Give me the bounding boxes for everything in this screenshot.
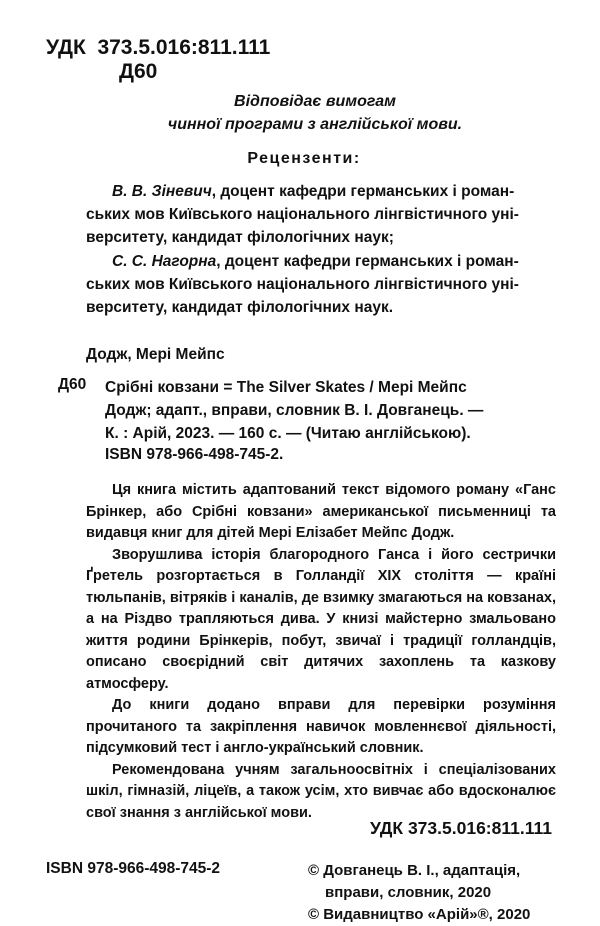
annotation-paragraph-3: До книги додано вправи для перевірки розуміння прочитаного та закріплення навичок мовленнєвої діяльності, підсумковий тест і англо-український словник. [86,697,556,756]
catalog-line-2: Додж; адапт., вправи, словник В. І. Довганець. — [105,402,484,419]
annotation-paragraph-1: Ця книга містить адаптований текст відомого роману «Ганс Брінкер, або Срібні ковзани» американської письменниці та видавця книг для дітей Мері Елізабет Мейпс Додж. [86,482,556,541]
copyright-author-line-2: вправи, словник, 2020 [325,884,492,901]
reviewer-2-line-3: верситету, кандидат філологічних наук. [86,299,394,316]
catalog-isbn: ISBN 978-966-498-745-2. [105,446,284,463]
reviewer-1-name: В. В. Зіневич [112,183,212,200]
author-mark: Д60 [119,60,158,83]
udk-header [46,36,270,84]
copyright-author-line-1: © Довганець В. І., адаптація, [308,862,521,879]
reviewers-title: Рецензенти: [247,150,361,167]
udk-code: 373.5.016:811.111 [97,36,271,59]
conformance-line-2: чинної програми з англійської мови. [167,116,463,133]
reviewer-1-line-3: верситету, кандидат філологічних наук; [86,229,394,246]
copyright-block [308,860,530,926]
catalog-mark: Д60 [58,376,87,393]
catalog-author: Додж, Мері Мейпс [86,346,225,363]
reviewer-2 [86,250,552,319]
conformance-line-1: Відповідає вимогам [234,93,396,110]
annotation-paragraph-2: Зворушлива історія благородного Ганса і його сестрички Ґретель розгортається в Голландії XIX століття — країні тюльпанів, вітряків і каналів, де взимку змагаються на ковзанах, а на Різдво трапляються дива. У книзі майстерно змальовано життя родини Брінкерів, побут, звичаї і традиції голландців, описано своєрідний світ дитячих захоплень та казкову атмосферу. [86,546,556,692]
copyright-publisher: © Видавництво «Арій»®, 2020 [308,906,531,923]
conformance-note [0,90,600,136]
footer-isbn: ISBN 978-966-498-745-2 [46,860,221,877]
reviewer-2-line-2: ських мов Київського національного лінгвістичного уні- [86,276,519,293]
annotation [86,480,556,824]
catalog-line-3: К. : Арій, 2023. — 160 с. — (Читаю англійською). [105,425,471,442]
annotation-paragraph-4: Рекомендована учням загальноосвітніх і спеціалізованих шкіл, гімназій, ліцеїв, а також усім, хто вивчає або вдосконалює свої знання з англійської мови. [86,761,556,821]
catalog-line-1: Срібні ковзани = The Silver Skates / Мері Мейпс [105,379,467,396]
reviewer-1 [86,180,552,249]
reviewer-2-name: С. С. Нагорна [112,253,217,270]
catalog-entry [105,376,555,445]
reviewer-1-line-1: , доцент кафедри германських і роман- [211,183,515,200]
footer-udk: УДК 373.5.016:811.111 [369,818,552,838]
udk-label: УДК [46,36,86,59]
reviewer-1-line-2: ських мов Київського національного лінгвістичного уні- [86,206,519,223]
reviewer-2-line-1: , доцент кафедри германських і роман- [216,253,519,270]
